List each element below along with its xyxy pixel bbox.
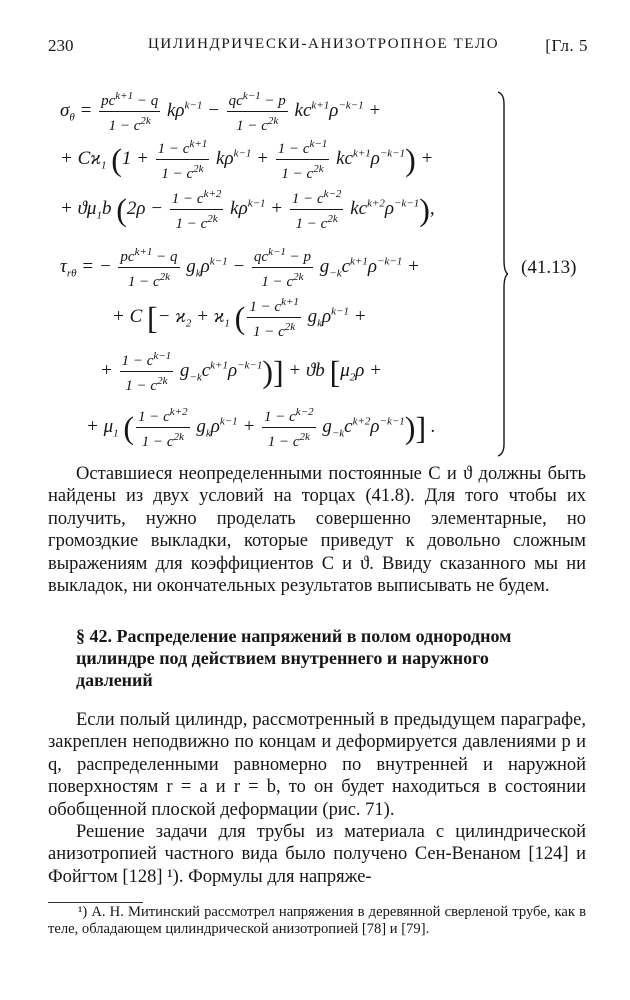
running-header bbox=[48, 36, 588, 58]
equation-line-2: + $Cϰ_1$ (1 + $\frac{1 - c^{k+1}}{1 - c^{2k}}$ $k\rho^{k-1}$ + $\frac{1 - c^{k-1}}{1 - c^{2k}}$ $kc^{k+1}\rho^{-k-1}$) + bbox=[60, 138, 434, 182]
running-title: ЦИЛИНДРИЧЕСКИ-АНИЗОТРОПНОЕ ТЕЛО bbox=[148, 36, 500, 52]
equation-line-7: + $\mu_1$ ( $\frac{1 - c^{k+2}}{1 - c^{2k}}$ $g_k\rho^{k-1}$ + $\frac{1 - c^{k-2}}{1 - c^{2k}}$ $g_{-k}c^{k+2}\rho^{-k-1}$)] . bbox=[86, 406, 436, 450]
equation-line-5: + C [− $ϰ_2 + ϰ_1$ ( $\frac{1 - c^{k+1}}{1 - c^{2k}}$ $g_k\rho^{k-1}$ + bbox=[112, 296, 367, 340]
equation-number: (41.13) bbox=[521, 257, 577, 278]
section-heading: § 42. Распределение напряжений в полом однородном цилиндре под действием внутреннего и наружного давлений bbox=[76, 626, 512, 690]
page-number: 230 bbox=[48, 36, 74, 55]
footnote-rule bbox=[48, 902, 143, 903]
equation-line-1: $\sigma_\theta$ = $\frac{pc^{k+1} - q}{1 - c^{2k}}$ $k\rho^{k-1}$ − $\frac{qc^{k-1} - p}{1 - c^{2k}}$ $kc^{k+1}\rho^{-k-1}$ + bbox=[60, 90, 382, 134]
equation-brace bbox=[496, 90, 508, 458]
paragraph-constants: Оставшиеся неопределенными постоянные C и ϑ должны быть найдены из двух условий на торцах (41.8). Для того чтобы их получить, нужно проделать совершенно элементарные, но громоздкие выкладки, которые приведут к довольно сложным выражениям для коэффициентов C и ϑ. Ввиду сказанного мы ни выкладок, ни окончательных результатов выписывать не будем. bbox=[48, 464, 586, 597]
paragraph-cylinder: Если полый цилиндр, рассмотренный в предыдущем параграфе, закреплен неподвижно по концам и деформируется давлениями p и q, распределенными равномерно по внутренней и наружной поверхностям r = a и r = b, то он будет находиться в состоянии обобщенной плоской деформации (рис. 71). bbox=[48, 710, 586, 820]
equation-line-6: + $\frac{1 - c^{k-1}}{1 - c^{2k}}$ $g_{-k}c^{k+1}\rho^{-k-1})] + ϑb$ [$\mu_2\rho$ + bbox=[100, 350, 382, 394]
chapter-label: [Гл. 5 bbox=[545, 36, 588, 55]
paragraph-solution: Решение задачи для трубы из материала с цилиндрической анизотропией частного вида было получено Сен-Венаном [124] и Фойгтом [128] ¹). Формулы для напряже- bbox=[48, 822, 586, 887]
equation-line-4: $\tau_{r\theta}$ = − $\frac{pc^{k+1} - q}{1 - c^{2k}}$ $g_k\rho^{k-1}$ − $\frac{qc^{k-1} - p}{1 - c^{2k}}$ $g_{-k}c^{k+1}\rho^{-k-1}$ + bbox=[60, 246, 420, 290]
equation-line-3: + $ϑ\mu_1b$ (2ρ − $\frac{1 - c^{k+2}}{1 - c^{2k}}$ $k\rho^{k-1}$ + $\frac{1 - c^{k-2}}{1 - c^{2k}}$ $kc^{k+2}\rho^{-k-1}$), bbox=[60, 188, 435, 232]
footnote: ¹) А. Н. Митинский рассмотрел напряжения в деревянной сверленой трубе, как в теле, обладающем цилиндрической анизотропией [78] и [79]. bbox=[48, 904, 586, 937]
